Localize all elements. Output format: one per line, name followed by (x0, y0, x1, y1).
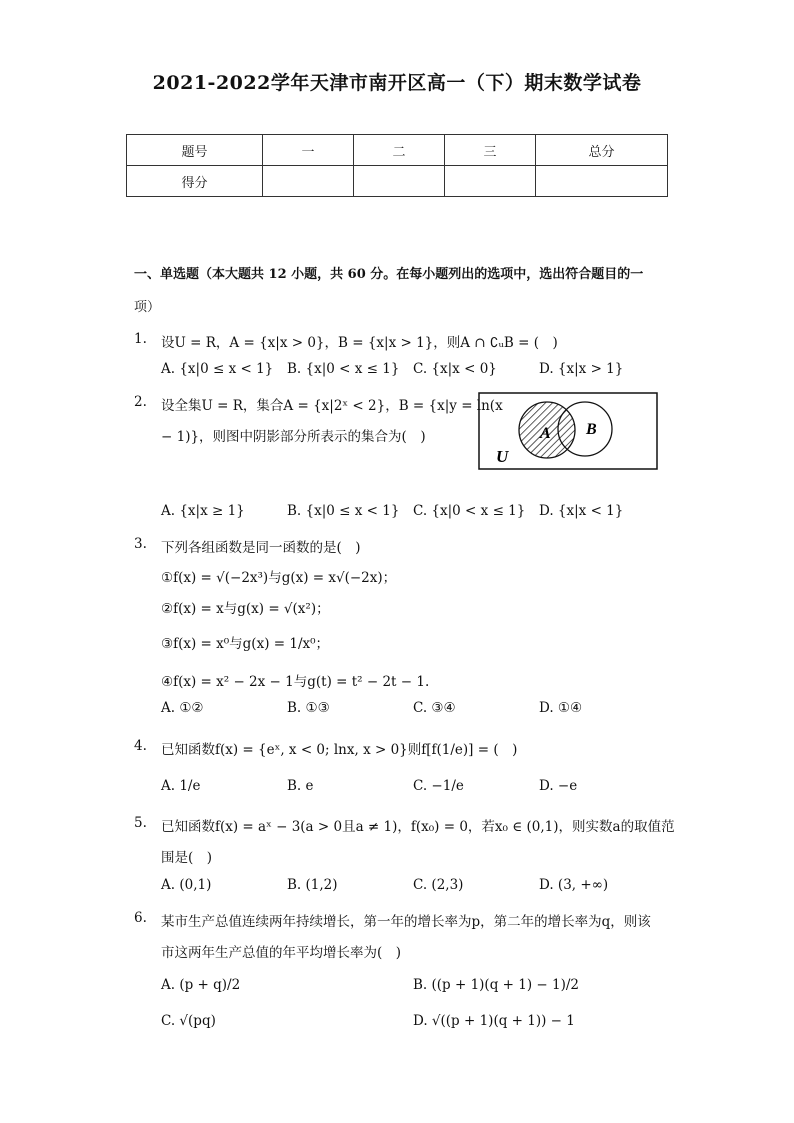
section-heading-line2: 项） (134, 300, 161, 315)
option-d: D. (3, +∞) (539, 877, 609, 893)
question-stem-line2: 围是( ) (161, 850, 213, 866)
option-b: B. {x|0 < x ≤ 1} (287, 361, 400, 377)
question-stem-line2: 市这两年生产总值的年平均增长率为( ) (161, 945, 402, 961)
score-cell (263, 166, 354, 197)
section-heading-line1: 一、单选题（本大题共 12 小题，共 60 分。在每小题列出的选项中，选出符合题目的一 (134, 267, 644, 282)
question-stem-line1: 已知函数f(x) = aˣ − 3(a > 0且a ≠ 1)，f(x₀) = 0，若x₀ ∈ (0,1)，则实数a的取值范 (161, 819, 675, 835)
option-d: D. {x|x < 1} (539, 503, 624, 519)
option-a: A. {x|x ≥ 1} (161, 503, 245, 519)
set-a-label: A (540, 425, 551, 442)
exam-title: 2021-2022学年天津市南开区高一（下）期末数学试卷 (152, 72, 642, 94)
option-b: B. ①③ (287, 700, 330, 716)
set-b-circle (558, 402, 612, 456)
option-a: A. ①② (161, 700, 204, 716)
question-stem-line1: 设全集U = R，集合A = {x|2ˣ < 2}，B = {x|y = ln(x (161, 398, 503, 414)
score-header-cell: 二 (354, 135, 445, 166)
set-b-label: B (586, 421, 597, 438)
score-table (126, 134, 668, 197)
score-table-header-row (127, 135, 668, 166)
option-a: A. {x|0 ≤ x < 1} (161, 361, 274, 377)
option-b: B. e (287, 778, 314, 794)
option-c: C. {x|x < 0} (413, 361, 497, 377)
question-stem: 设U = R，A = {x|x > 0}，B = {x|x > 1}，则A ∩ ∁ᵤB = ( ) (161, 335, 558, 351)
question-number: 4. (134, 738, 147, 754)
score-row-label: 得分 (127, 166, 263, 197)
option-a: A. (p + q)/2 (161, 977, 241, 993)
question-number: 3. (134, 536, 147, 552)
score-table-score-row (127, 166, 668, 197)
option-b: B. {x|0 ≤ x < 1} (287, 503, 400, 519)
question-number: 2. (134, 394, 147, 410)
question-stem: 下列各组函数是同一函数的是( ) (161, 540, 361, 556)
option-d: D. −e (539, 778, 578, 794)
option-d: D. {x|x > 1} (539, 361, 624, 377)
question-number: 5. (134, 815, 147, 831)
option-c: C. {x|0 < x ≤ 1} (413, 503, 526, 519)
score-header-cell: 总分 (536, 135, 668, 166)
score-header-cell: 题号 (127, 135, 263, 166)
question-stem: 已知函数f(x) = {eˣ, x < 0; lnx, x > 0}则f[f(1/e)] = ( ) (161, 742, 518, 758)
question-number: 6. (134, 910, 147, 926)
question-number: 1. (134, 331, 147, 347)
option-c: C. −1/e (413, 778, 464, 794)
venn-diagram (478, 392, 658, 470)
option-c: C. (2,3) (413, 877, 464, 893)
option-b: B. ((p + 1)(q + 1) − 1)/2 (413, 977, 579, 993)
score-cell (445, 166, 536, 197)
section-heading (134, 258, 674, 324)
score-cell (536, 166, 668, 197)
score-header-cell: 一 (263, 135, 354, 166)
option-a: A. (0,1) (161, 877, 212, 893)
option-d: D. √((p + 1)(q + 1)) − 1 (413, 1013, 575, 1029)
function-pair-item: ④f(x) = x² − 2x − 1与g(t) = t² − 2t − 1. (161, 674, 430, 690)
function-pair-item: ②f(x) = x与g(x) = √(x²)； (161, 601, 330, 617)
universal-set-label: U (496, 447, 509, 466)
option-d: D. ①④ (539, 700, 583, 716)
function-pair-item: ①f(x) = √(−2x³)与g(x) = x√(−2x)； (161, 570, 397, 586)
function-pair-item: ③f(x) = x⁰与g(x) = 1/x⁰； (161, 636, 330, 652)
question-stem-line1: 某市生产总值连续两年持续增长，第一年的增长率为p，第二年的增长率为q，则该 (161, 914, 651, 930)
question-stem-line2: − 1)}，则图中阴影部分所表示的集合为( ) (161, 429, 426, 445)
score-header-cell: 三 (445, 135, 536, 166)
option-a: A. 1/e (161, 778, 201, 794)
option-c: C. √(pq) (161, 1013, 216, 1029)
option-c: C. ③④ (413, 700, 456, 716)
option-b: B. (1,2) (287, 877, 338, 893)
score-cell (354, 166, 445, 197)
